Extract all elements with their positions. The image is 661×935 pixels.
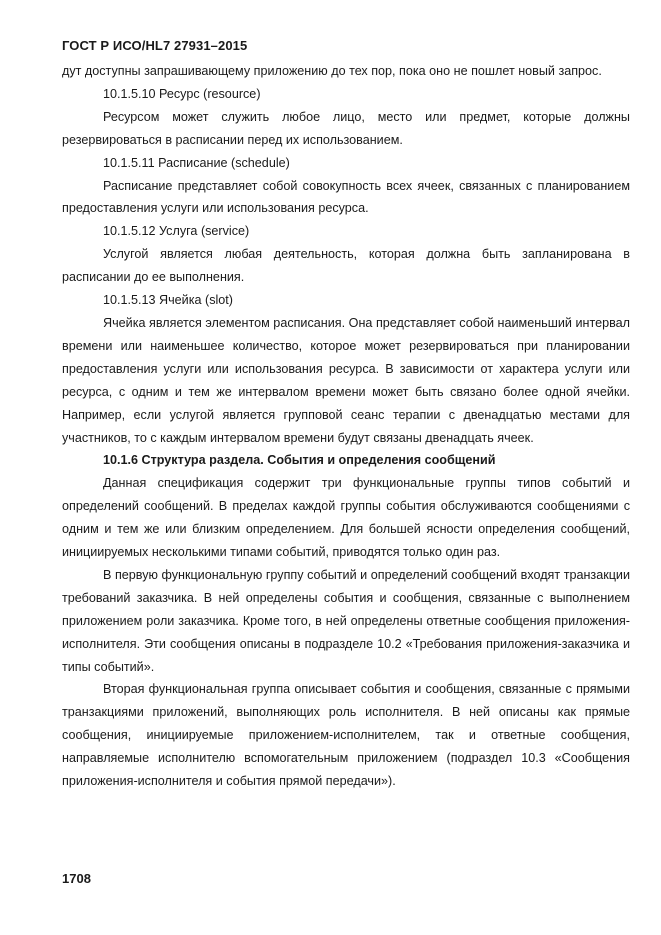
- term-heading-slot: 10.1.5.13 Ячейка (slot): [103, 293, 233, 308]
- paragraph-overview: Данная спецификация содержит три функциональные группы типов событий и определений сообщений. В пределах каждой группы события обслуживаются сообщениями с одним и тем же или близким определением. Для большей ясности определения сообщений, инициируемых несколькими типами событий, приводятся только один раз.: [62, 476, 630, 560]
- section-heading: 10.1.6 Структура раздела. События и определения сообщений: [103, 453, 496, 468]
- term-heading-resource: 10.1.5.10 Ресурс (resource): [103, 86, 261, 101]
- term-definition-schedule: Расписание представляет собой совокупность всех ячеек, связанных с планированием предоставления услуги или использования ресурса.: [62, 178, 630, 216]
- term-definition-slot: Ячейка является элементом расписания. Она представляет собой наименьший интервал времени или наименьшее количество, которое может резервироваться при планировании предоставления услуги или использования ресурса. В зависимости от характера услуги или ресурса, с одним и тем же интервалом времени может быть связано более одной ячейки. Например, если услугой является групповой сеанс терапии с двенадцатью местами для участников, то с каждым интервалом времени будут связаны двенадцать ячеек.: [62, 315, 630, 445]
- term-heading-schedule: 10.1.5.11 Расписание (schedule): [103, 155, 290, 170]
- term-definition-resource: Ресурсом может служить любое лицо, место или предмет, которые должны резервироваться в расписании перед их использованием.: [62, 109, 630, 147]
- document-header: ГОСТ Р ИСО/HL7 27931–2015: [62, 38, 248, 53]
- term-definition-service: Услугой является любая деятельность, которая должна быть запланирована в расписании до ее выполнения.: [62, 247, 630, 285]
- page-number: 1708: [62, 871, 91, 886]
- paragraph-second-group: Вторая функциональная группа описывает события и сообщения, связанные с прямыми транзакциями приложений, выполняющих роль исполнителя. В ней описаны как прямые сообщения, инициируемые приложением-исполнителем, так и ответные сообщения, направляемые исполнителю вспомогательным приложением (подраздел 10.3 «Сообщения приложения-исполнителя и события прямой передачи»).: [62, 682, 630, 789]
- paragraph-continuation: дут доступны запрашивающему приложению до тех пор, пока оно не пошлет новый запрос.: [62, 64, 602, 78]
- paragraph-first-group: В первую функциональную группу событий и определений сообщений входят транзакции требований заказчика. В ней определены события и сообщения, связанные с выполнением приложением роли заказчика. Кроме того, в ней определены ответные сообщения приложения-исполнителя. Эти сообщения описаны в подразделе 10.2 «Требования приложения-заказчика и типы событий».: [62, 567, 630, 674]
- term-heading-service: 10.1.5.12 Услуга (service): [103, 224, 250, 239]
- document-body: [62, 60, 630, 793]
